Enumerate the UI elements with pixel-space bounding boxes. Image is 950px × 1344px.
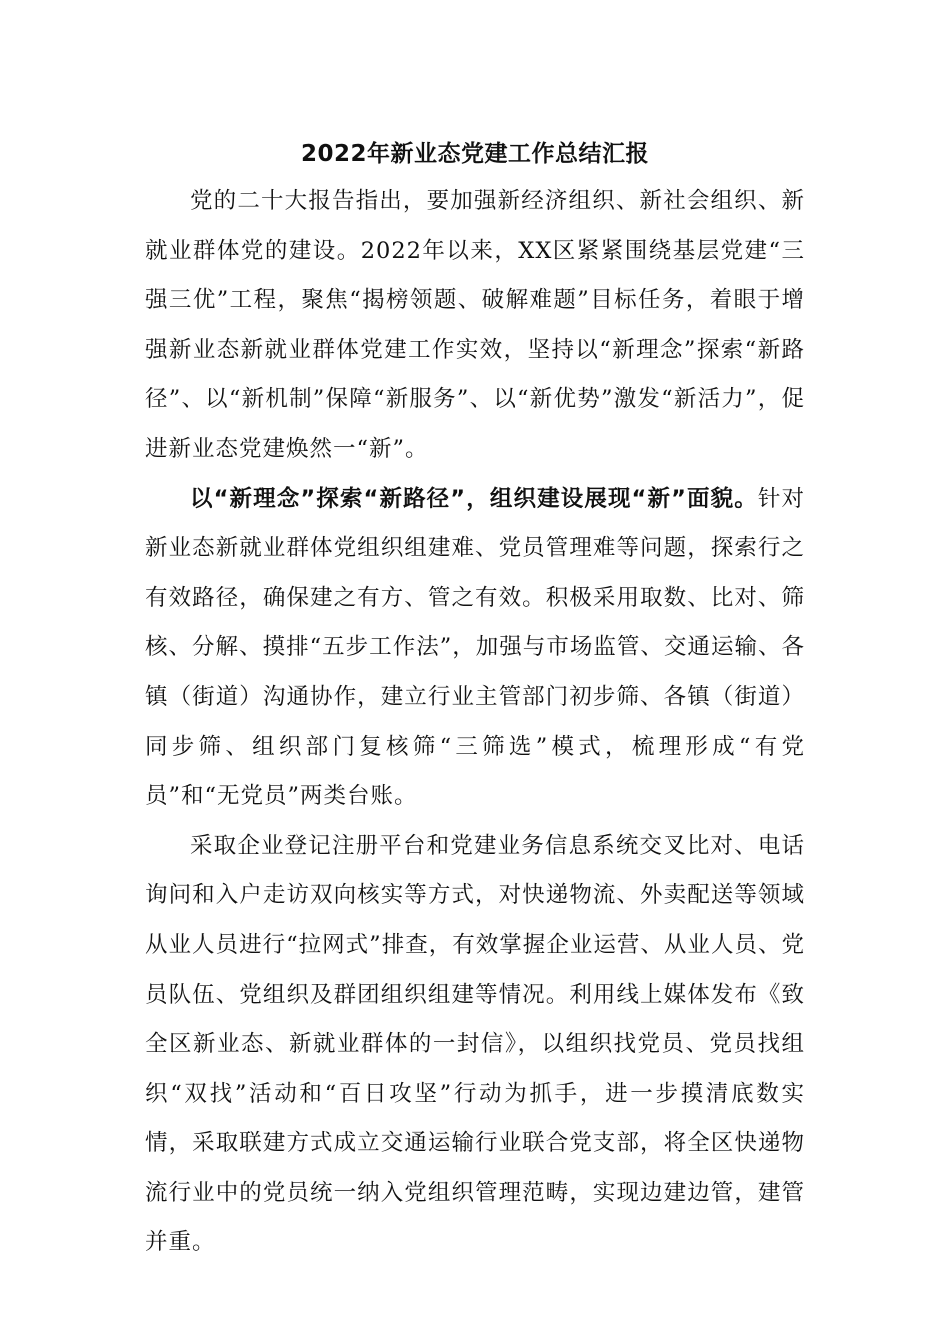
paragraph-investigation-text: 采取企业登记注册平台和党建业务信息系统交叉比对、电话询问和入户走访双向核实等方式，对快递物流、外卖配送等领域从业人员进行“拉网式”排查，有效掌握企业运营、从业人员、党员队伍、党组织及群团组织组建等情况。利用线上媒体发布《致全区新业态、新就业群体的一封信》，以组织找党员、党员找组织“双找”活动和“百日攻坚”行动为抓手，进一步摸清底数实情，采取联建方式成立交通运输行业联合党支部，将全区快递物流行业中的党员统一纳入党组织管理范畴，实现边建边管，建管并重。 (145, 832, 805, 1256)
paragraph-new-concept-heading: 以“新理念”探索“新路径”，组织建设展现“新”面貌。 (190, 485, 758, 512)
document-title: 2022年新业态党建工作总结汇报 (300, 141, 649, 167)
paragraph-intro (145, 177, 805, 475)
paragraph-new-concept-text: 针对新业态新就业群体党组织组建难、党员管理难等问题，探索行之有效路径，确保建之有方、管之有效。积极采用取数、比对、筛核、分解、摸排“五步工作法”，加强与市场监管、交通运输、各镇（街道）沟通协作，建立行业主管部门初步筛、各镇（街道）同步筛、组织部门复核筛“三筛选”模式，梳理形成“有党员”和“无党员”两类台账。 (145, 485, 805, 810)
paragraph-investigation (145, 822, 805, 1268)
paragraph-new-concept (145, 475, 805, 822)
paragraph-intro-text: 党的二十大报告指出，要加强新经济组织、新社会组织、新就业群体党的建设。2022年以来，XX区紧紧围绕基层党建“三强三优”工程，聚焦“揭榜领题、破解难题”目标任务，着眼于增强新业态新就业群体党建工作实效，坚持以“新理念”探索“新路径”、以“新机制”保障“新服务”、以“新优势”激发“新活力”，促进新业态党建焕然一“新”。 (145, 188, 805, 462)
document-body (145, 177, 805, 1268)
